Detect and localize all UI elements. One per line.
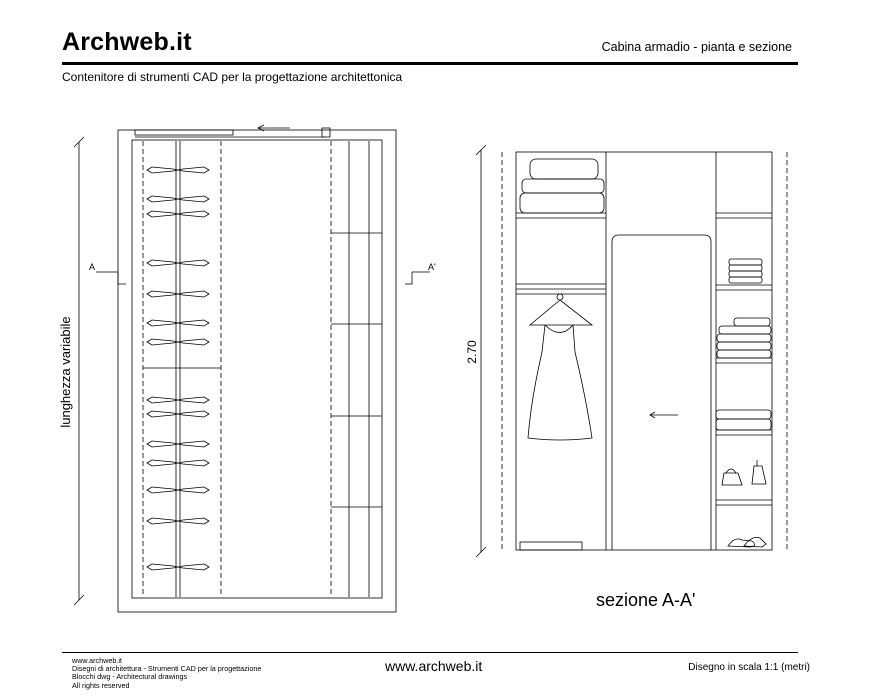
footer-url: www.archweb.it bbox=[385, 658, 483, 674]
hanger-plan bbox=[147, 167, 209, 173]
dress-on-hanger bbox=[516, 294, 606, 440]
hanger-plan bbox=[147, 411, 209, 417]
length-dimension-label: lunghezza variabile bbox=[58, 316, 73, 428]
sheet-title: Cabina armadio - pianta e sezione bbox=[601, 40, 792, 54]
height-dimension-label: 2.70 bbox=[465, 340, 479, 364]
hanger-plan bbox=[147, 291, 209, 297]
footer-line: All rights reserved bbox=[72, 680, 130, 690]
footer-line: Disegni di architettura - Strumenti CAD per la progettazione bbox=[72, 664, 262, 674]
sliding-door-panel bbox=[135, 130, 233, 135]
right-shelves bbox=[716, 213, 772, 505]
plan-inner-wall bbox=[132, 140, 382, 598]
plan-view bbox=[74, 125, 430, 612]
floor-box bbox=[520, 542, 582, 550]
footer-scale: Disegno in scala 1:1 (metri) bbox=[688, 662, 810, 673]
section-mark-left bbox=[96, 272, 126, 284]
hanger-plan bbox=[147, 460, 209, 466]
hanger-plan bbox=[147, 487, 209, 493]
section-view bbox=[476, 145, 787, 557]
luggage-stack bbox=[520, 159, 604, 213]
brand-logo: Archweb.it bbox=[62, 28, 192, 56]
footer-credits bbox=[72, 657, 261, 690]
door-stop bbox=[322, 128, 330, 137]
hanger-plan bbox=[147, 518, 209, 524]
footer-line: Blocchi dwg - Architectural drawings bbox=[72, 672, 188, 682]
footer-rule bbox=[62, 652, 798, 653]
section-outer bbox=[516, 152, 772, 550]
folded-towels bbox=[729, 259, 762, 283]
bags bbox=[722, 460, 766, 485]
folded-clothes-lower bbox=[716, 410, 771, 430]
plan-outer-wall bbox=[118, 130, 396, 612]
hanger-plan bbox=[147, 339, 209, 345]
hanger-group bbox=[147, 167, 209, 570]
hanger-plan bbox=[147, 564, 209, 570]
folded-clothes bbox=[717, 318, 771, 358]
section-mark-right bbox=[405, 272, 430, 284]
hanger-plan bbox=[147, 397, 209, 403]
section-mark-left-label: A bbox=[89, 262, 96, 272]
hanger-plan bbox=[147, 320, 209, 326]
subtitle: Contenitore di strumenti CAD per la progettazione architettonica bbox=[62, 70, 403, 84]
hanger-plan bbox=[147, 211, 209, 217]
sliding-door-elevation bbox=[612, 235, 711, 550]
section-mark-right-label: A' bbox=[428, 262, 436, 272]
hanger-plan bbox=[147, 260, 209, 266]
section-title: sezione A-A' bbox=[596, 590, 696, 610]
footer-line: www.archweb.it bbox=[72, 656, 122, 665]
hanger-plan bbox=[147, 196, 209, 202]
shoes bbox=[728, 537, 766, 547]
hanger-plan bbox=[147, 441, 209, 447]
